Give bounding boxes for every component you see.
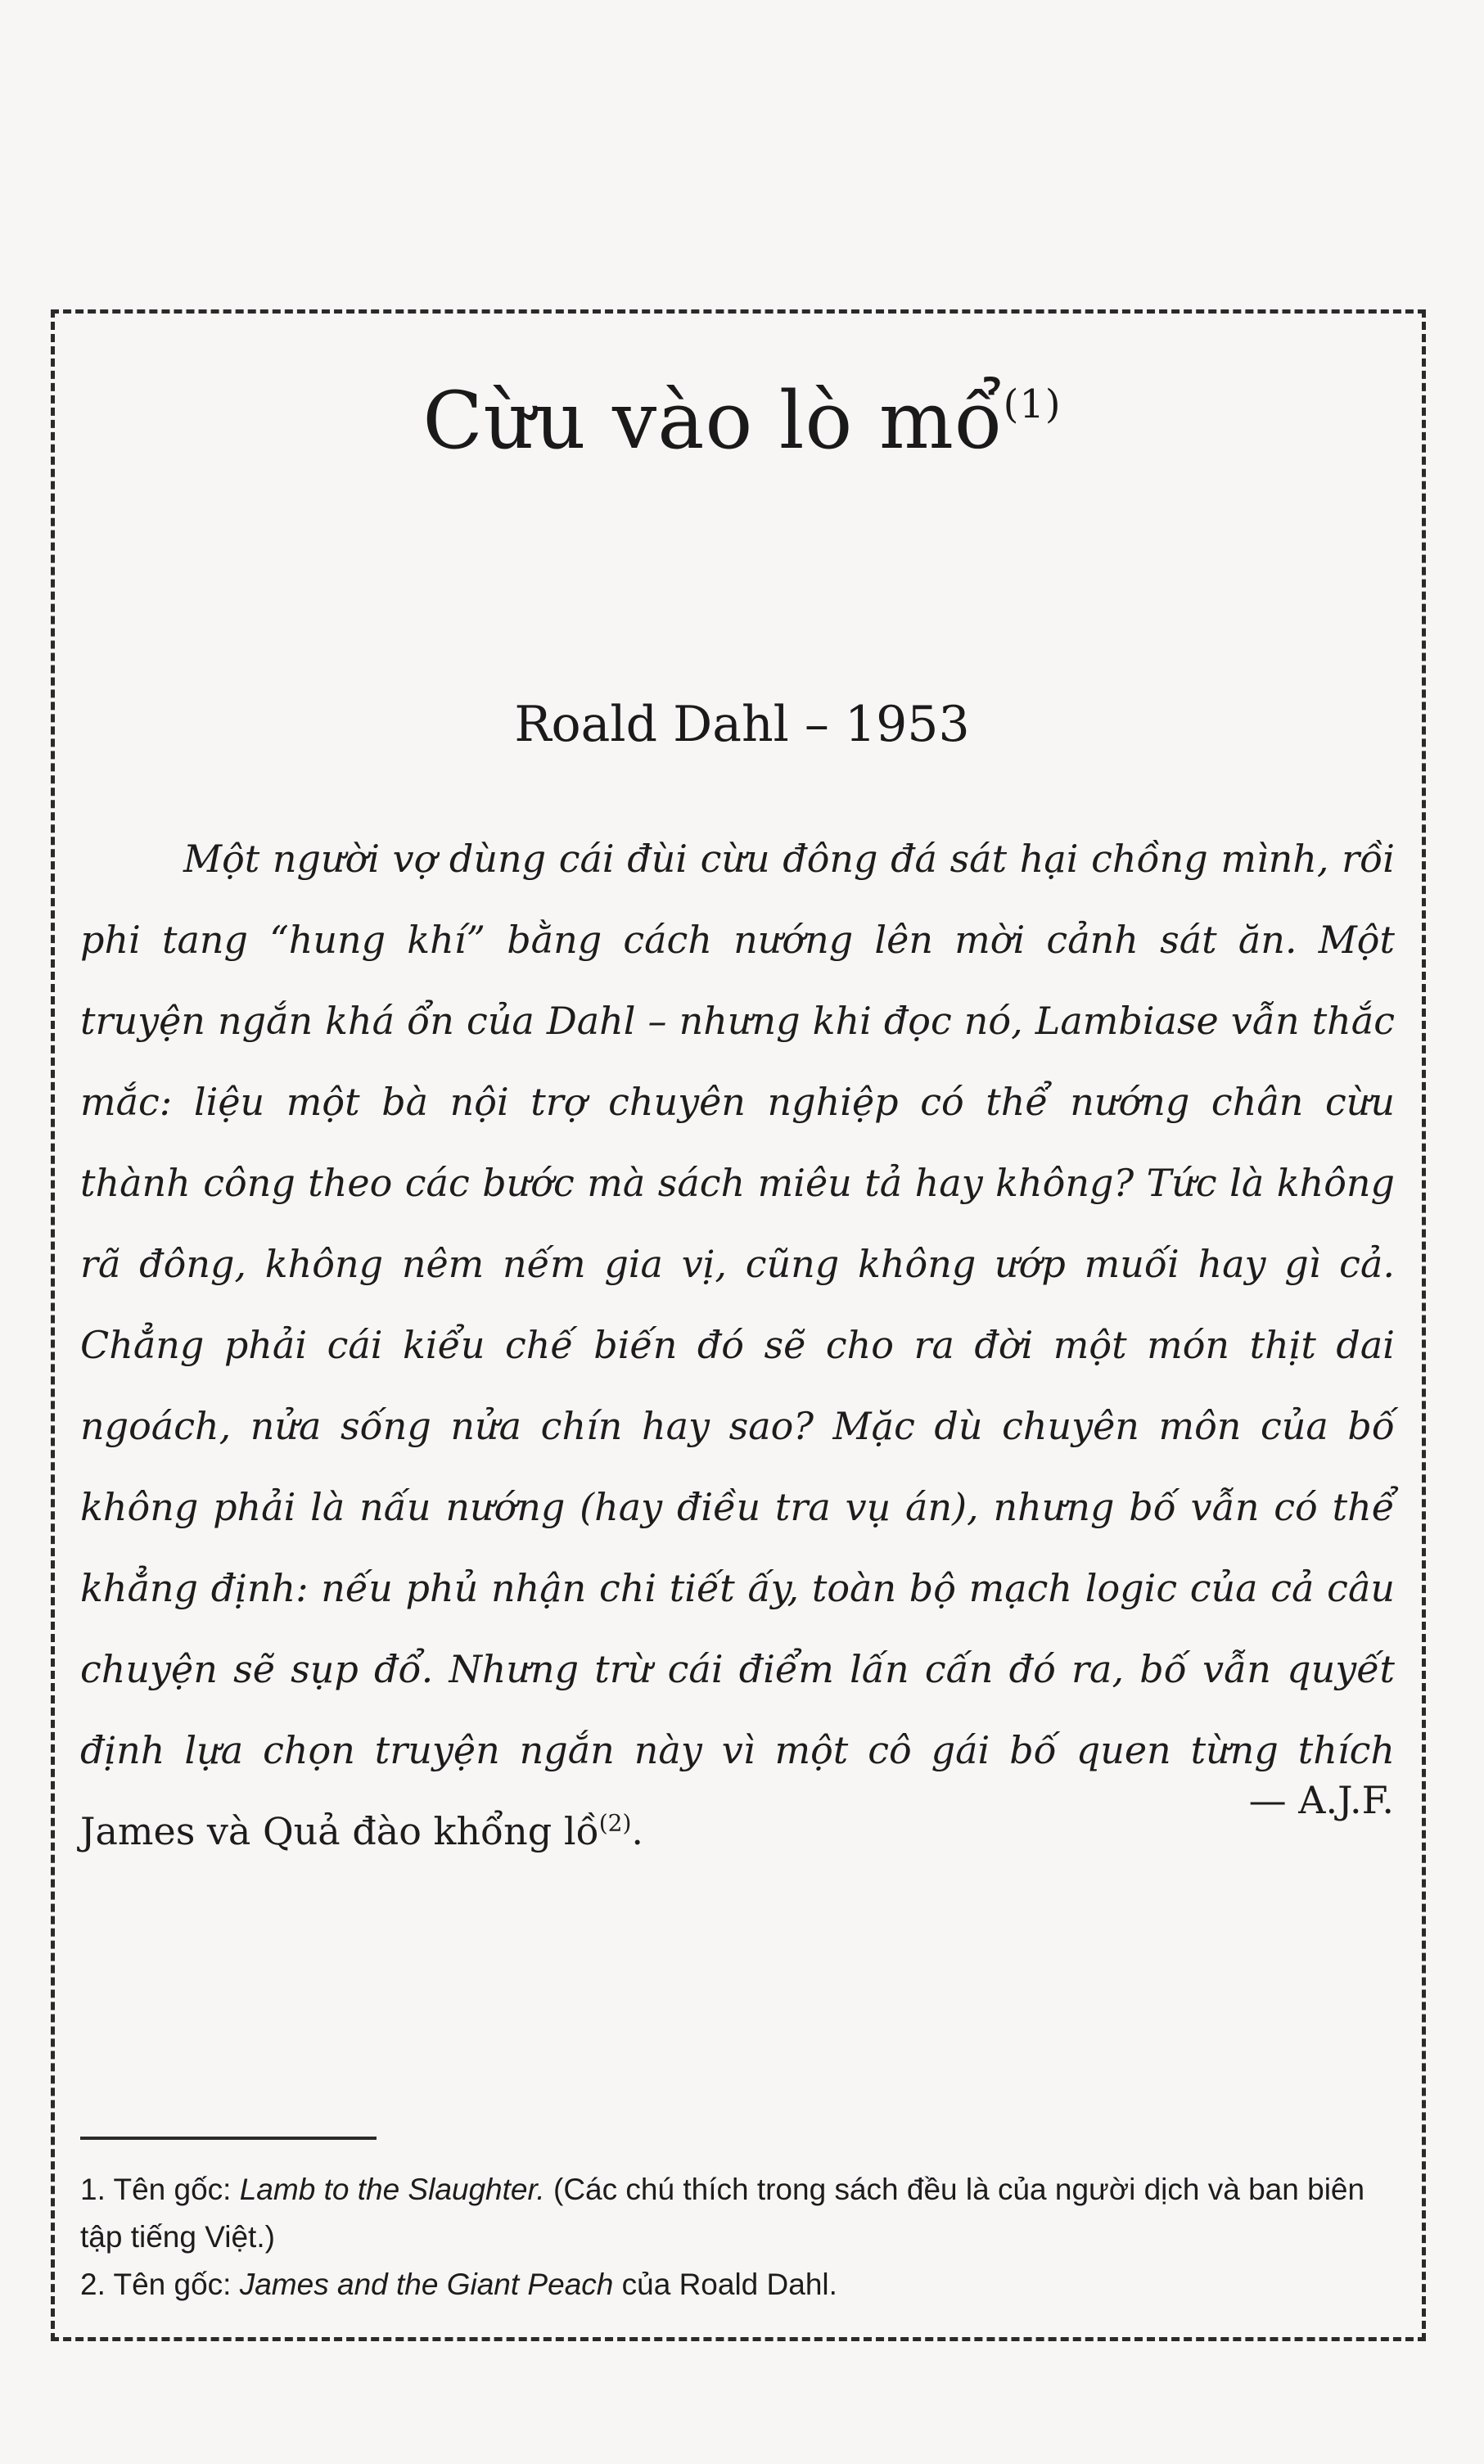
paragraph-end: . [631, 1809, 644, 1853]
footnote-divider [80, 2137, 377, 2140]
footnote-1 [80, 2166, 1395, 2261]
footnote-2-title: James and the Giant Peach [239, 2268, 614, 2301]
footnotes [80, 2166, 1395, 2308]
commentary-text: Một người vợ dùng cái đùi cừu đông đá sát hại chồng mình, rồi phi tang “hung khí” bằng cách nướng lên mời cảnh sát ăn. Một truyện ngắn khá ổn của Dahl – nhưng khi đọc nó, Lambiase vẫn thắc mắc: liệu một bà nội trợ chuyên nghiệp có thể nướng chân cừu thành công theo các bước mà sách miêu tả hay không? Tức là không rã đông, không nêm nếm gia vị, cũng không ướp muối hay gì cả. Chẳng phải cái kiểu chế biến đó sẽ cho ra đời một món thịt dai ngoách, nửa sống nửa chín hay sao? Mặc dù chuyên môn của bố không phải là nấu nướng (hay điều tra vụ án), nhưng bố vẫn có thể khẳng định: nếu phủ nhận chi tiết ấy, toàn bộ mạch logic của cả câu chuyện sẽ sụp đổ. Nhưng trừ cái điểm lấn cấn đó ra, bố vẫn quyết định lựa chọn truyện ngắn này vì một cô gái bố quen từng thích [80, 837, 1395, 1772]
footnote-1-title: Lamb to the Slaughter. [239, 2173, 545, 2206]
footnote-2-suffix: của Roald Dahl. [613, 2268, 837, 2301]
book-title-mention: James và Quả đào khổng lồ [80, 1809, 599, 1853]
footnote-1-suffix: (Các chú thích trong sách đều là của người dịch và ban biên tập tiếng Việt.) [80, 2173, 1365, 2254]
commentary-paragraph [80, 819, 1395, 1872]
story-title-text: Cừu vào lò mổ [422, 375, 1004, 467]
signature: — A.J.F. [1248, 1778, 1394, 1822]
footnote-2-prefix: 2. Tên gốc: [80, 2268, 240, 2301]
story-title [0, 375, 1484, 467]
author-line: Roald Dahl – 1953 [514, 696, 970, 753]
footnote-ref-2: (2) [598, 1809, 632, 1837]
footnote-ref-1: (1) [1003, 381, 1062, 427]
footnote-2 [80, 2261, 1395, 2308]
footnote-1-prefix: 1. Tên gốc: [80, 2173, 240, 2206]
